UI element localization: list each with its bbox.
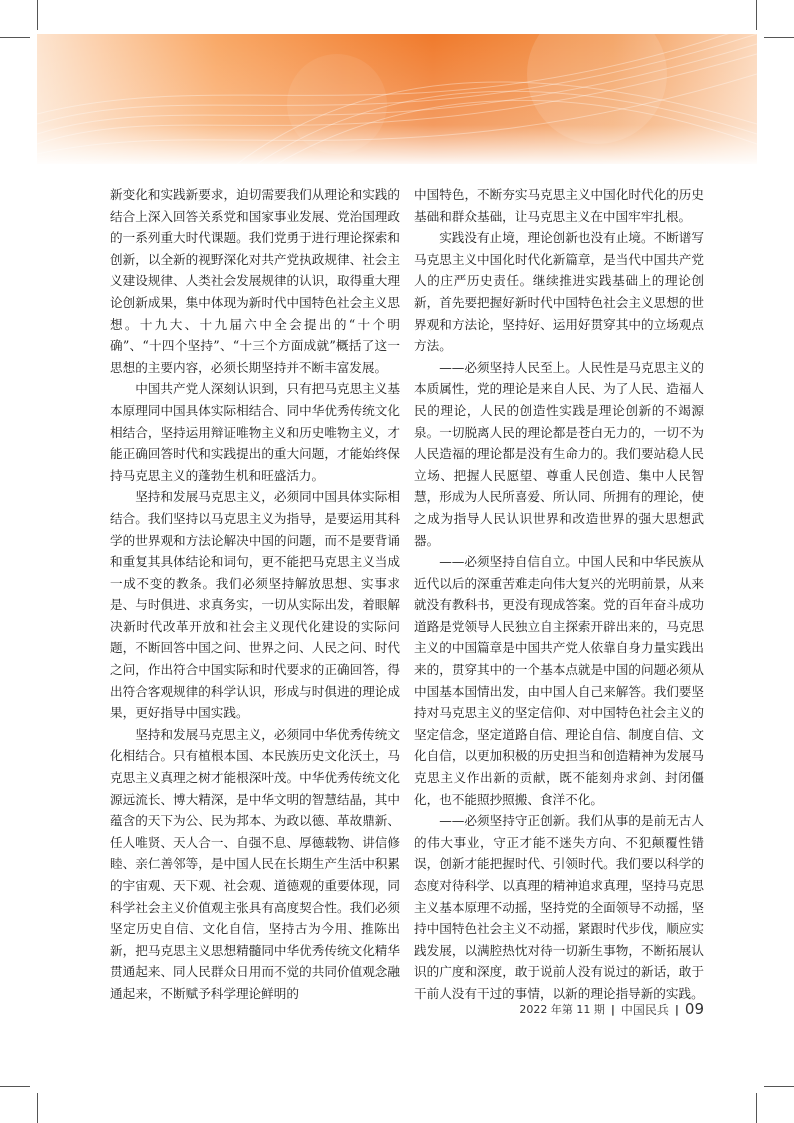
paragraph: ——必须坚持人民至上。人民性是马克思主义的本质属性，党的理论是来自人民、为了人民、造福人民的理论，人民的创造性实践是理论创新的不竭源泉。一切脱离人民的理论都是苍白无力的，一切不为人民造福的理论都是没有生命力的。我们要站稳人民立场、把握人民愿望、尊重人民创造、集中人民智慧，形成为人民所喜爱、所认同、所拥有的理论，使之成为指导人民认识世界和改造世界的强大思想武器。: [414, 359, 704, 548]
page-number: 09: [684, 1000, 704, 1018]
divider: |: [610, 1002, 615, 1016]
crop-mark: [37, 1093, 38, 1123]
paragraph: 坚持和发展马克思主义，必须同中华优秀传统文化相结合。只有植根本国、本民族历史文化沃土，马克思主义真理之树才能根深叶茂。中华优秀传统文化源远流长、博大精深，是中华文明的智慧结晶，其中蕴含的天下为公、民为邦本、为政以德、革故鼎新、任人唯贤、天人合一、自强不息、厚德载物、讲信修睦、亲仁善邻等，是中国人民在长期生产生活中积累的宇宙观、天下观、社会观、道德观的重要体现，同科学社会主义价值观主张具有高度契合性。我们必须坚定历史自信、文化自信，坚持古为今用、推陈出新，把马克思主义思想精髓同中华优秀传统文化精华贯通起来、同人民群众日用而不觉的共同价值观念融通起来，不断赋予科学理论鲜明的: [110, 726, 400, 1001]
issue-label: 2022 年第 11 期: [519, 1003, 605, 1016]
magazine-name: 中国民兵: [620, 1002, 669, 1017]
crop-mark: [0, 37, 30, 38]
crop-mark: [37, 0, 38, 30]
article-right-column: [414, 184, 704, 1005]
paragraph: 中国共产党人深刻认识到，只有把马克思主义基本原理同中国具体实际相结合、同中华优秀传统文化相结合，坚持运用辩证唯物主义和历史唯物主义，才能正确回答时代和实践提出的重大问题，才能始终保持马克思主义的蓬勃生机和旺盛活力。: [110, 381, 400, 483]
paragraph: ——必须坚持守正创新。我们从事的是前无古人的伟大事业，守正才能不迷失方向、不犯颠覆性错误，创新才能把握时代、引领时代。我们要以科学的态度对待科学、以真理的精神追求真理，坚持马克思主义基本原理不动摇，坚持党的全面领导不动摇，坚持中国特色社会主义不动摇，紧跟时代步伐，顺应实践发展，以满腔热忱对待一切新生事物，不断拓展认识的广度和深度，敢于说前人没有说过的新话，敢于干前人没有干过的事情，以新的理论指导新的实践。: [414, 813, 704, 1001]
crop-mark: [764, 37, 794, 38]
paragraph: 实践没有止境，理论创新也没有止境。不断谱写马克思主义中国化时代化新篇章，是当代中国共产党人的庄严历史责任。继续推进实践基础上的理论创新，首先要把握好新时代中国特色社会主义思想的世界观和方法论，坚持好、运用好贯穿其中的立场观点方法。: [414, 230, 704, 354]
crop-mark: [756, 1093, 757, 1123]
header-banner: [37, 34, 757, 164]
paragraph: ——必须坚持自信自立。中国人民和中华民族从近代以后的深重苦难走向伟大复兴的光明前景，从来就没有教科书，更没有现成答案。党的百年奋斗成功道路是党领导人民独立自主探索开辟出来的，马克思主义的中国篇章是中国共产党人依靠自身力量实践出来的，贯穿其中的一个基本点就是中国的问题必须从中国基本国情出发，由中国人自己来解答。我们要坚持对马克思主义的坚定信仰、对中国特色社会主义的坚定信念，坚定道路自信、理论自信、制度自信、文化自信，以更加积极的历史担当和创造精神为发展马克思主义作出新的贡献，既不能刻舟求剑、封闭僵化，也不能照抄照搬、食洋不化。: [414, 554, 704, 807]
crop-mark: [0, 1086, 30, 1087]
paragraph: 坚持和发展马克思主义，必须同中国具体实际相结合。我们坚持以马克思主义为指导，是要运用其科学的世界观和方法论解决中国的问题，而不是要背诵和重复其具体结论和词句，更不能把马克思主义当成一成不变的教条。我们必须坚持解放思想、实事求是、与时俱进、求真务实，一切从实际出发，着眼解决新时代改革开放和社会主义现代化建设的实际问题，不断回答中国之问、世界之问、人民之问、时代之问，作出符合中国实际和时代要求的正确回答，得出符合客观规律的科学认识，形成与时俱进的理论成果，更好指导中国实践。: [110, 489, 400, 721]
page-footer: [519, 1000, 704, 1018]
divider: |: [674, 1002, 679, 1016]
article-left-column: [110, 184, 400, 1005]
paragraph: 新变化和实践新要求，迫切需要我们从理论和实践的结合上深入回答关系党和国家事业发展、党治国理政的一系列重大时代课题。我们党勇于进行理论探索和创新，以全新的视野深化对共产党执政规律、社会主义建设规律、人类社会发展规律的认识，取得重大理论创新成果，集中体现为新时代中国特色社会主义思想。十九大、十九届六中全会提出的“十个明确”、“十四个坚持”、“十三个方面成就”概括了这一思想的主要内容，必须长期坚持并不断丰富发展。: [110, 187, 400, 375]
paragraph: 中国特色，不断夯实马克思主义中国化时代化的历史基础和群众基础，让马克思主义在中国牢牢扎根。: [414, 187, 704, 224]
crop-mark: [764, 1086, 794, 1087]
crop-mark: [756, 0, 757, 30]
